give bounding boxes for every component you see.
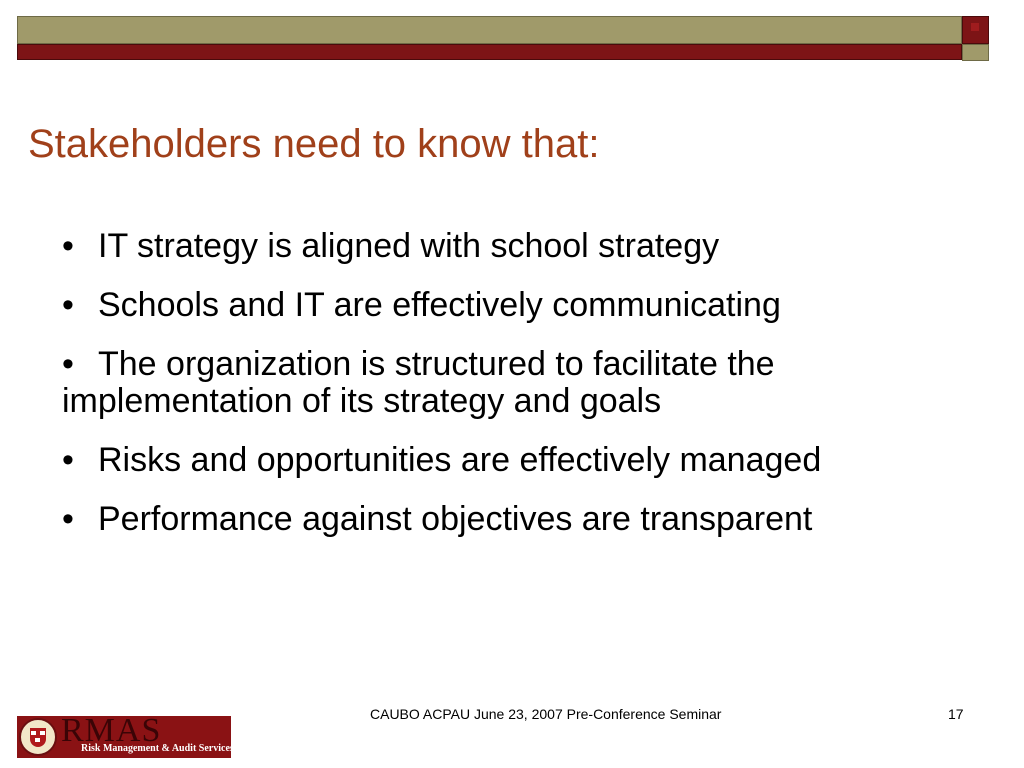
header-banner	[17, 16, 989, 61]
bullet-glyph: •	[62, 345, 74, 383]
bullet-text: The organization is structured to facilitate the implementation of its strategy and goals	[62, 345, 775, 420]
banner-corner-square-lower	[962, 44, 989, 61]
banner-olive-bar	[17, 16, 962, 44]
logo-wordmark: RMAS	[61, 712, 162, 749]
bullet-item	[62, 442, 982, 479]
bullet-item	[62, 228, 982, 265]
logo-subtitle: Risk Management & Audit Services	[81, 743, 234, 754]
bullet-item	[62, 287, 982, 324]
bullet-text: Performance against objectives are transparent	[98, 500, 813, 538]
bullet-glyph: •	[62, 441, 74, 479]
crest-icon	[19, 718, 57, 756]
bullet-list	[62, 228, 982, 560]
banner-corner-square	[962, 16, 989, 44]
bullet-glyph: •	[62, 500, 74, 538]
slide-title: Stakeholders need to know that:	[28, 122, 600, 166]
footer-text: CAUBO ACPAU June 23, 2007 Pre-Conference Seminar	[370, 706, 722, 722]
bullet-item	[62, 346, 982, 420]
bullet-text: IT strategy is aligned with school strategy	[98, 227, 720, 265]
bullet-item	[62, 501, 982, 538]
bullet-glyph: •	[62, 227, 74, 265]
bullet-text: Schools and IT are effectively communicating	[98, 286, 781, 324]
bullet-glyph: •	[62, 286, 74, 324]
bullet-text: Risks and opportunities are effectively managed	[98, 441, 822, 479]
banner-maroon-bar	[17, 44, 962, 60]
page-number: 17	[948, 706, 964, 722]
rmas-logo	[17, 712, 234, 758]
